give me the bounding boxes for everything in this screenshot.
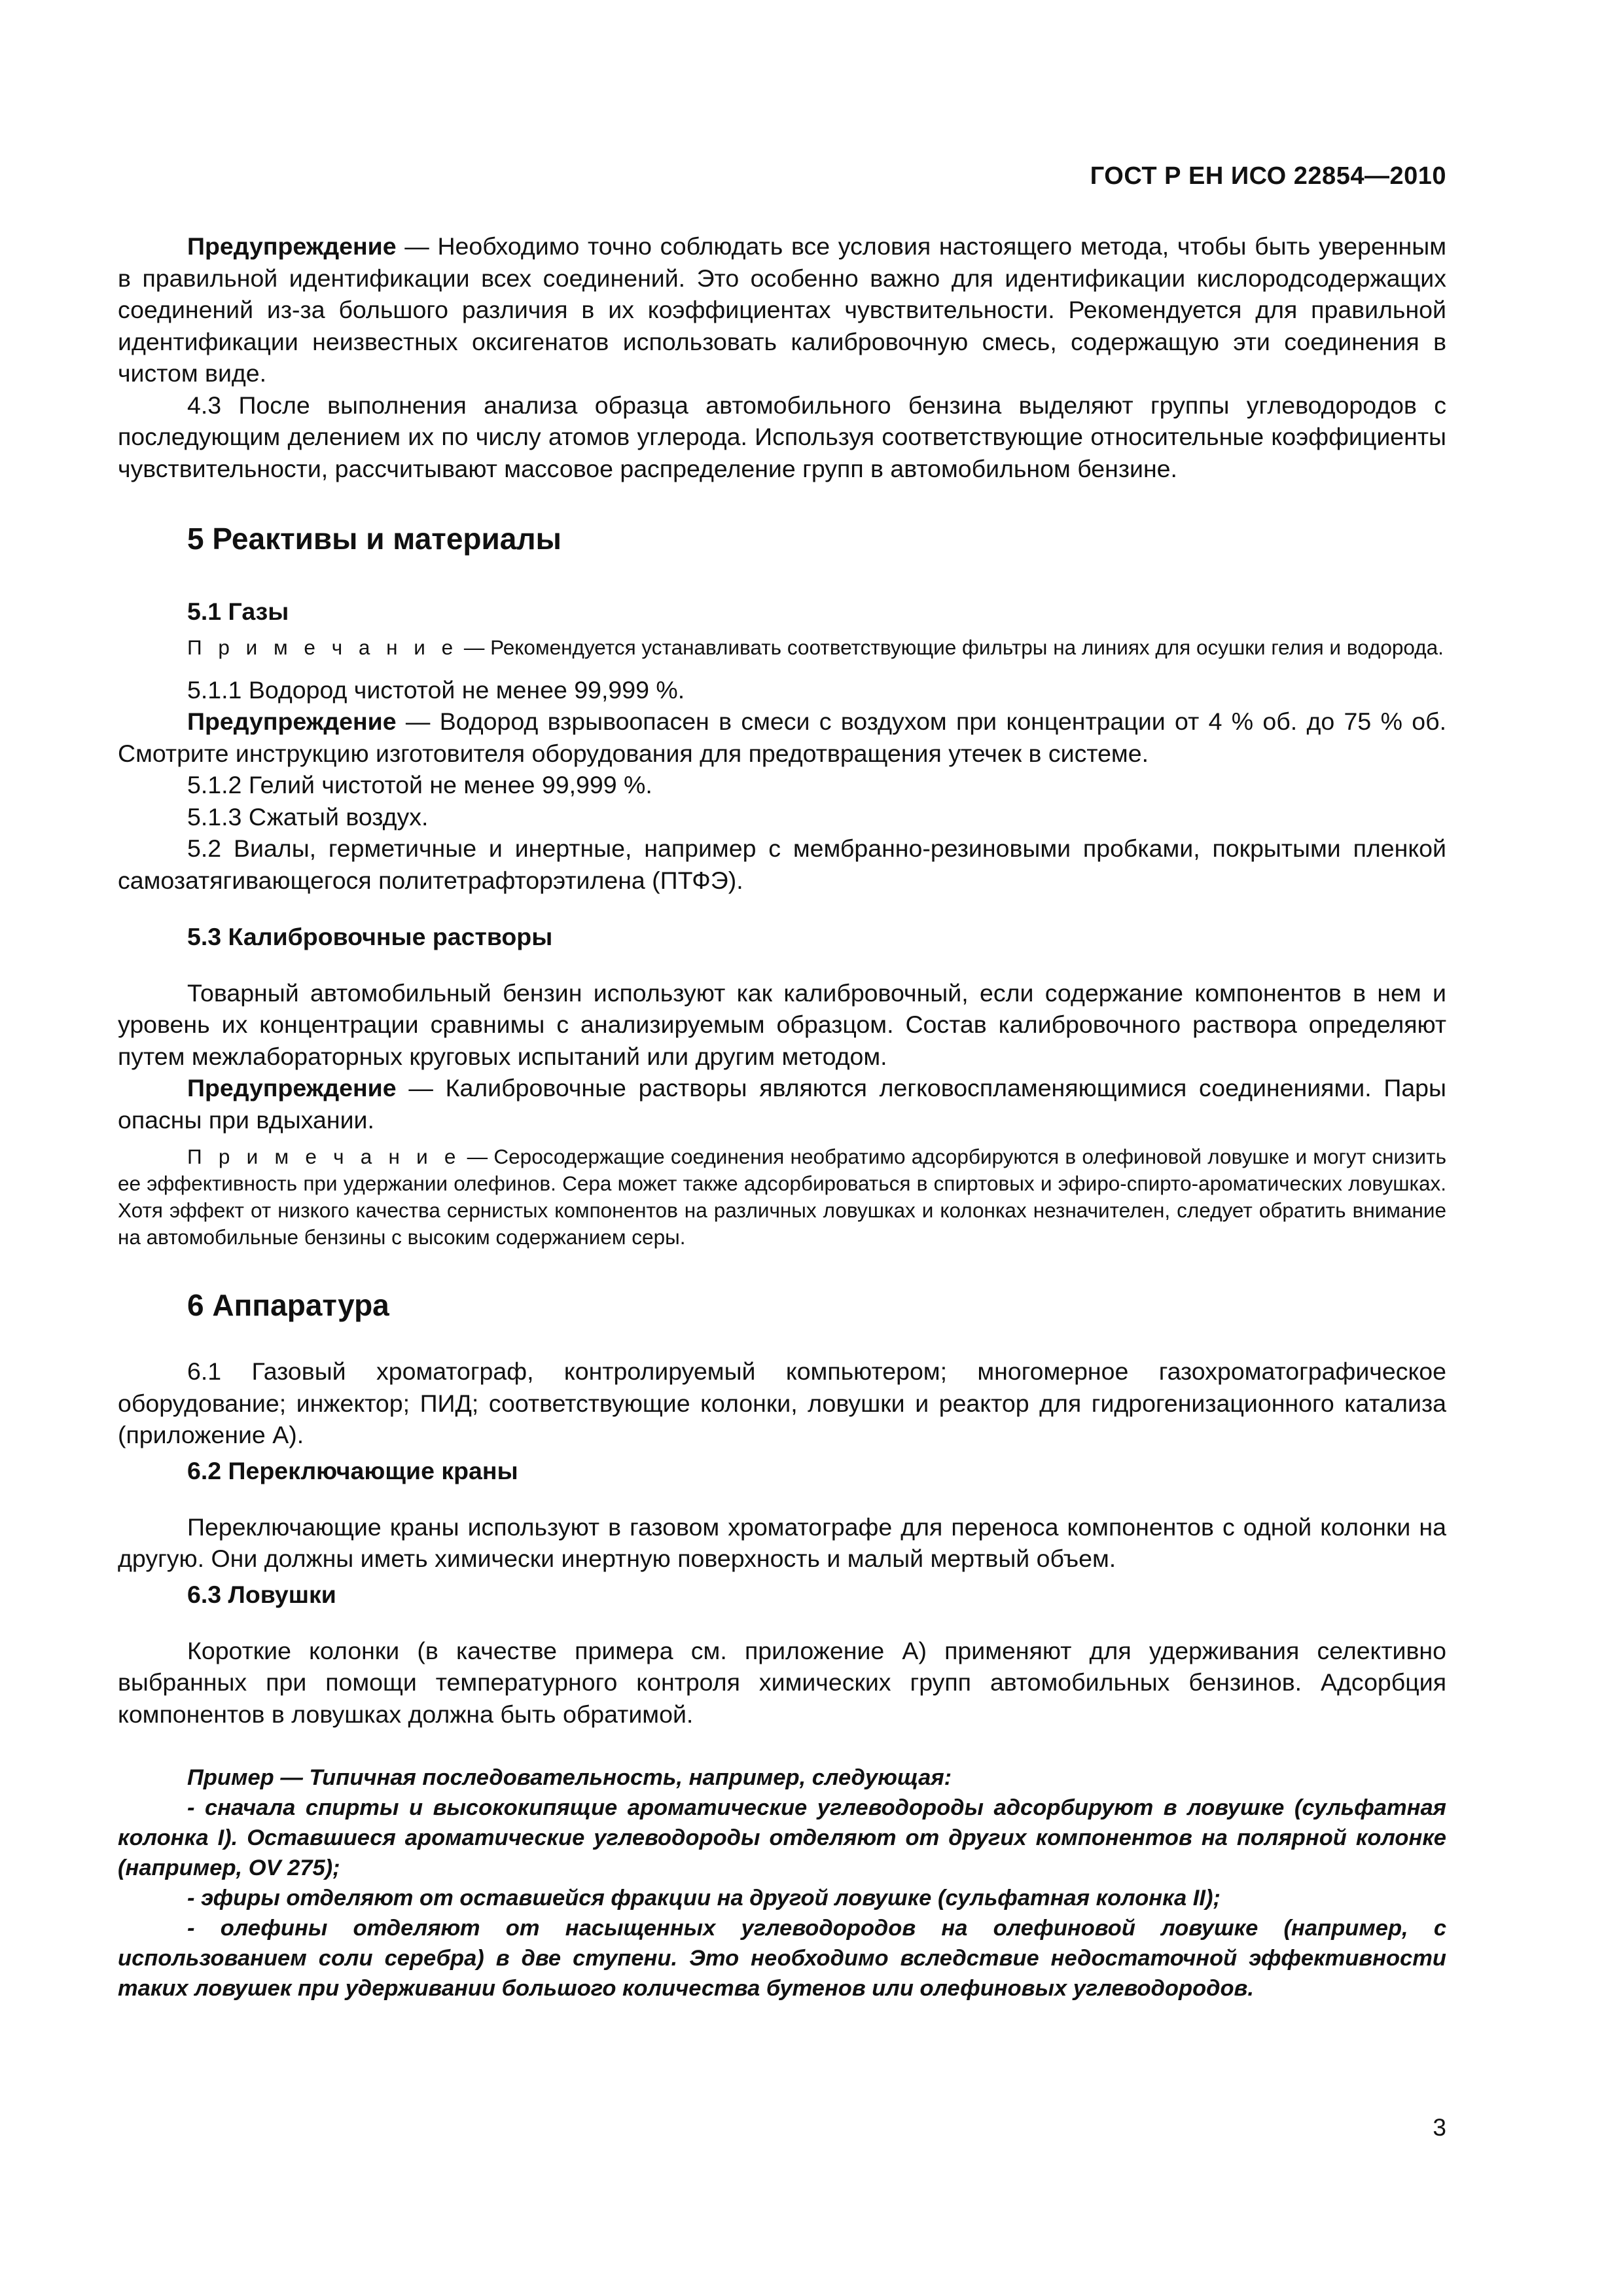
paragraph-4-3: 4.3 После выполнения анализа образца автомобильного бензина выделяют группы углеводородов с последующим делением их по числу атомов углерода. Используя соответствующие относительные коэффициенты чувствительности, рассчитывают массовое распределение групп в автомобильном бензине.	[118, 391, 1446, 482]
example-item: - олефины отделяют от насыщенных углеводородов на олефиновой ловушке (например, с использованием соли серебра) в две ступени. Это необходимо вследствие недостаточной эффективности таких ловушек при удерживании большого количества бутенов или олефиновых углеводородов.	[118, 1916, 1446, 2001]
paragraph-5-1-1: 5.1.1 Водород чистотой не менее 99,999 %.	[187, 675, 685, 704]
note-1	[118, 634, 1446, 661]
warning-paragraph	[118, 230, 1446, 389]
subsection-6-3-heading: 6.3 Ловушки	[187, 1580, 336, 1608]
warning-text: — Необходимо точно соблюдать все условия настоящего метода, чтобы быть уверенным в правильной идентификации всех соединений. Это особенно важно для идентификации кислородсодержащих соединений из-за большого различия в их коэффициентах чувствительности. Рекомендуется для правильной идентификации неизвестных оксигенатов использовать калибровочную смесь, содержащую эти соединения в чистом виде.	[118, 232, 1446, 387]
note-label: П р и м е ч а н и е	[187, 635, 459, 659]
subsection-5-3-heading: 5.3 Калибровочные растворы	[187, 922, 553, 950]
warning-paragraph-2	[118, 706, 1446, 769]
paragraph-6-1: 6.1 Газовый хроматограф, контролируемый компьютером; многомерное газохроматографическое оборудование; инжектор; ПИД; соответствующие колонки, ловушки и реактор для гидрогенизационного катализа (приложение А).	[118, 1357, 1446, 1448]
paragraph-5-1-3: 5.1.3 Сжатый воздух.	[187, 802, 429, 831]
example-intro: Пример — Типичная последовательность, например, следующая:	[187, 1765, 952, 1790]
example-item: - сначала спирты и высококипящие ароматические углеводороды адсорбируют в ловушке (сульфатная колонка I). Оставшиеся ароматические углеводороды отделяют от других компонентов на полярной колонке (например, OV 275);	[118, 1795, 1446, 1880]
section-6-heading: 6 Аппаратура	[187, 1288, 389, 1322]
example-block	[118, 1763, 1446, 2003]
note-label: П р и м е ч а н и е	[187, 1145, 461, 1168]
warning-label: Предупреждение	[187, 232, 397, 260]
paragraph-5-3: Товарный автомобильный бензин используют как калибровочный, если содержание компонентов в нем и уровень их концентрации сравнимы с анализируемым образцом. Состав калибровочного раствора определяют путем межлабораторных круговых испытаний или другим методом.	[118, 978, 1446, 1070]
note-text: — Серосодержащие соединения необратимо адсорбируются в олефиновой ловушке и могут снизить ее эффективность при удержании олефинов. Сера может также адсорбироваться в спиртовых и эфиро-спирто-ароматических ловушках. Хотя эффект от низкого качества сернистых компонентов на различных ловушках и колонках незначителен, следует обратить внимание на автомобильные бензины с высоким содержанием серы.	[118, 1145, 1446, 1249]
note-text: — Рекомендуется устанавливать соответствующие фильтры на линиях для осушки гелия и водорода.	[458, 635, 1444, 659]
page-number: 3	[1433, 2114, 1446, 2141]
subsection-5-1-heading: 5.1 Газы	[187, 598, 289, 625]
warning-text: — Калибровочные растворы являются легковоспламеняющимися соединениями. Пары опасны при вдыхании.	[118, 1074, 1446, 1134]
warning-label: Предупреждение	[187, 708, 397, 735]
page-body	[118, 157, 1446, 2003]
paragraph-6-2: Переключающие краны используют в газовом хроматографе для переноса компонентов с одной колонки на другую. Они должны иметь химически инертную поверхность и малый мертвый объем.	[118, 1513, 1446, 1572]
example-item: - эфиры отделяют от оставшейся фракции на другой ловушке (сульфатная колонка II);	[187, 1886, 1221, 1910]
subsection-6-2-heading: 6.2 Переключающие краны	[187, 1456, 518, 1484]
standard-code: ГОСТ Р ЕН ИСО 22854—2010	[1090, 162, 1446, 190]
warning-label: Предупреждение	[187, 1074, 397, 1102]
section-5-heading: 5 Реактивы и материалы	[187, 522, 562, 556]
note-2	[118, 1143, 1446, 1251]
paragraph-5-2: 5.2 Виалы, герметичные и инертные, например с мембранно-резиновыми пробками, покрытыми пленкой самозатягивающегося политетрафторэтилена (ПТФЭ).	[118, 834, 1446, 894]
paragraph-5-1-2: 5.1.2 Гелий чистотой не менее 99,999 %.	[187, 771, 652, 798]
warning-text: — Водород взрывоопасен в смеси с воздухом при концентрации от 4 % об. до 75 % об. Смотрите инструкцию изготовителя оборудования для предотвращения утечек в системе.	[118, 708, 1446, 767]
warning-paragraph-3	[118, 1072, 1446, 1136]
paragraph-6-3: Короткие колонки (в качестве примера см. приложение А) применяют для удерживания селективно выбранных при помощи температурного контроля химических групп автомобильных бензинов. Адсорбция компонентов в ловушках должна быть обратимой.	[118, 1636, 1446, 1728]
